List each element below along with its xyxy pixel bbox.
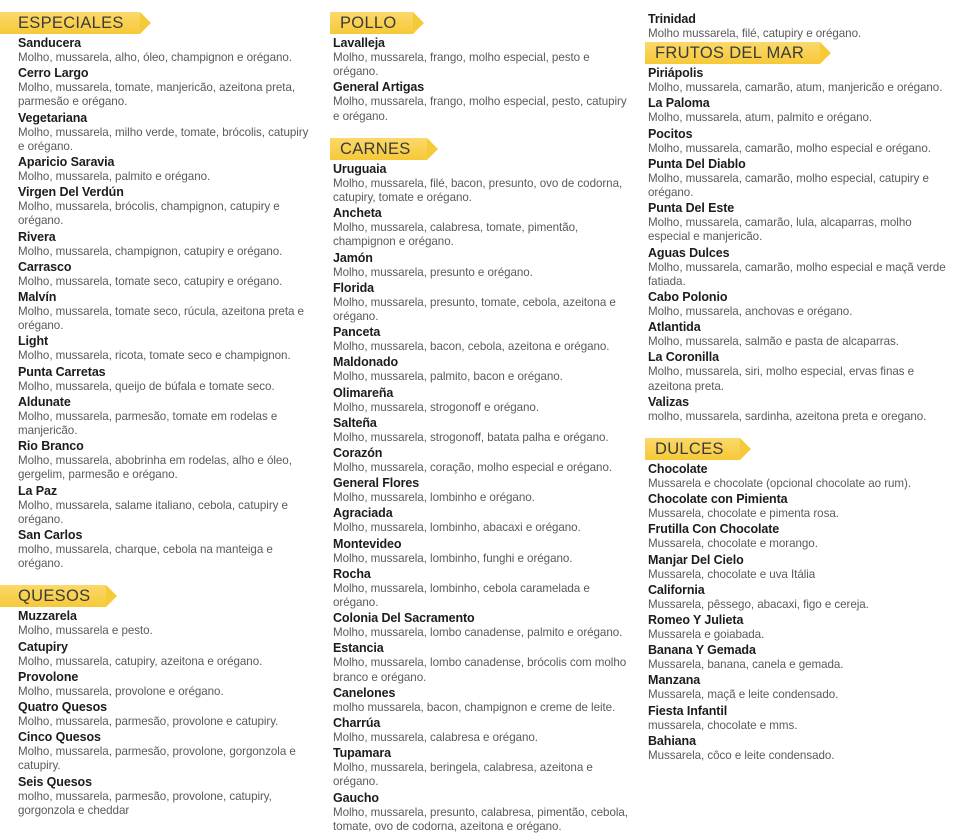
menu-item	[648, 350, 950, 393]
menu-item-description: Molho, mussarela, strogonoff, batata palha e orégano.	[333, 430, 609, 444]
menu-item-name: Vegetariana	[18, 110, 88, 125]
menu-item	[648, 643, 950, 672]
menu-item-description: Molho, mussarela, lombinho, cebola caramelada e orégano.	[333, 581, 590, 610]
menu-item-name: Light	[18, 334, 49, 349]
menu-item-name: Maldonado	[333, 355, 399, 370]
menu-item-name: Quatro Quesos	[18, 700, 107, 715]
menu-item-description: Molho, mussarela, lombinho, funghi e orégano.	[333, 551, 573, 565]
menu-item	[18, 640, 317, 669]
menu-item	[333, 506, 630, 535]
menu-item-name: Gaucho	[333, 790, 379, 805]
menu-item-description: Molho, mussarela, anchovas e orégano.	[648, 305, 853, 319]
menu-item	[648, 96, 950, 125]
menu-item-name: Fiesta Infantil	[648, 703, 728, 718]
menu-item-description: molho, mussarela, charque, cebola na manteiga e orégano.	[18, 543, 273, 571]
menu-item-description: Molho, mussarela, abobrinha em rodelas, alho e óleo, gergelim, parmesão e orégano.	[18, 454, 292, 482]
menu-item-description: Molho, mussarela, parmesão, provolone, gorgonzola e catupiry.	[18, 745, 296, 773]
menu-item-description: Molho, mussarela, parmesão, provolone e catupiry.	[18, 715, 279, 729]
menu-item	[648, 583, 950, 612]
menu-item-name: Carrasco	[18, 259, 72, 274]
section-header	[325, 12, 640, 34]
menu-item-description: Molho, mussarela, bacon, cebola, azeitona e orégano.	[333, 340, 610, 354]
menu-item-name: San Carlos	[18, 528, 83, 543]
menu-item	[333, 386, 630, 415]
menu-item-name: General Flores	[333, 476, 420, 491]
menu-item-description: Molho, mussarela, atum, palmito e orégano.	[648, 111, 873, 125]
menu-item	[648, 395, 950, 424]
menu-item	[333, 325, 630, 354]
menu-item	[648, 522, 950, 551]
menu-item-description: Molho, mussarela, strogonoff e orégano.	[333, 400, 540, 414]
menu-item-description: Molho, mussarela, presunto e orégano.	[333, 265, 533, 279]
menu-item	[648, 290, 950, 319]
menu-item-name: California	[648, 582, 705, 597]
continued-items	[640, 12, 960, 41]
menu-item	[18, 185, 317, 228]
menu-item-name: General Artigas	[333, 80, 425, 95]
menu-item	[333, 611, 630, 640]
menu-item-name: Chocolate	[648, 462, 708, 477]
menu-item-description: Molho, mussarela, salame italiano, cebola, catupiry e orégano.	[18, 498, 288, 526]
menu-item-description: Molho, mussarela, camarão, molho especial e orégano.	[648, 141, 931, 155]
menu-item	[648, 157, 950, 200]
menu-item-name: Catupiry	[18, 639, 68, 654]
menu-item-name: Colonia Del Sacramento	[333, 611, 475, 626]
menu-item-name: Manzana	[648, 673, 701, 688]
menu-item-name: Punta Del Este	[648, 201, 735, 216]
menu-item-name: Punta Carretas	[18, 364, 106, 379]
section-title-ribbon: QUESOS	[0, 585, 106, 607]
menu-item-name: La Paloma	[648, 96, 710, 111]
menu-item	[648, 704, 950, 733]
menu-item	[648, 246, 950, 289]
menu-item	[18, 528, 317, 571]
menu-item	[648, 12, 950, 41]
section-items	[0, 609, 325, 818]
menu-section	[640, 438, 960, 763]
menu-item	[333, 476, 630, 505]
menu-item-name: Uruguaia	[333, 161, 387, 176]
menu-item	[18, 730, 317, 773]
menu-item-name: Piriápolis	[648, 66, 704, 81]
menu-item	[18, 36, 317, 65]
menu-item-description: Molho, mussarela, camarão, atum, manjericão e orégano.	[648, 81, 943, 95]
menu-item-description: molho, mussarela, sardinha, azeitona preta e oregano.	[648, 409, 927, 423]
menu-item-name: Ancheta	[333, 206, 382, 221]
menu-item-name: Virgen Del Verdún	[18, 185, 124, 200]
column-2	[325, 12, 640, 833]
menu-item-description: Molho, mussarela, tomate, manjericão, azeitona preta, parmesão e orégano.	[18, 81, 296, 109]
menu-item-name: Montevideo	[333, 536, 402, 551]
menu-item	[333, 251, 630, 280]
menu-item	[18, 334, 317, 363]
menu-item	[18, 484, 317, 527]
menu-item	[18, 365, 317, 394]
section-title-ribbon: CARNES	[330, 138, 427, 160]
section-items	[0, 36, 325, 571]
menu-item-name: Florida	[333, 280, 374, 295]
menu-item-description: Molho, mussarela, beringela, calabresa, azeitona e orégano.	[333, 761, 593, 789]
menu-item-description: Mussarela, banana, canela e gemada.	[648, 658, 844, 672]
menu-item	[18, 111, 317, 154]
menu-item-description: Molho, mussarela, calabresa, tomate, pimentão, champignon e orégano.	[333, 221, 579, 249]
menu-item	[648, 320, 950, 349]
menu-item-description: Molho, mussarela, calabresa e orégano.	[333, 731, 538, 745]
menu-item-name: Rio Branco	[18, 439, 84, 454]
menu-item-description: Molho, mussarela, filé, bacon, presunto, ovo de codorna, catupiry, tomate e orégano.	[333, 176, 623, 205]
menu-item	[333, 686, 630, 715]
menu-item	[648, 127, 950, 156]
menu-item-description: Mussarela, maçã e leite condensado.	[648, 688, 839, 702]
menu-item	[333, 36, 630, 79]
menu-item-description: molho, mussarela, parmesão, provolone, catupiry, gorgonzola e cheddar	[18, 789, 272, 817]
menu-item-name: Cinco Quesos	[18, 730, 101, 745]
menu-item-name: Aldunate	[18, 394, 71, 409]
menu-item-name: Bahiana	[648, 733, 696, 748]
menu-item	[18, 230, 317, 259]
menu-item-description: Mussarela, chocolate e pimenta rosa.	[648, 507, 839, 521]
menu-item-description: Molho, mussarela, lombinho, abacaxi e orégano.	[333, 521, 581, 535]
menu-item-name: Frutilla Con Chocolate	[648, 522, 780, 537]
section-items	[640, 462, 960, 763]
menu-item	[18, 260, 317, 289]
menu-item	[648, 613, 950, 642]
menu-item-name: Provolone	[18, 669, 79, 684]
menu-item-name: Pocitos	[648, 126, 693, 141]
menu-item-description: Molho, mussarela, camarão, molho especial e maçã verde fatiada.	[648, 260, 946, 288]
menu-item-description: Mussarela e chocolate (opcional chocolate ao rum).	[648, 477, 912, 491]
menu-item-description: Molho, mussarela, ricota, tomate seco e champignon.	[18, 349, 291, 363]
menu-item	[18, 66, 317, 109]
menu-item	[333, 355, 630, 384]
menu-item-name: Manjar Del Cielo	[648, 552, 744, 567]
menu-item-name: Olimareña	[333, 385, 394, 400]
menu-item	[648, 201, 950, 244]
menu-item-description: Molho, mussarela, queijo de búfala e tomate seco.	[18, 379, 275, 393]
menu-item-name: Rivera	[18, 229, 56, 244]
menu-item-name: Punta Del Diablo	[648, 156, 746, 171]
menu-item-description: Mussarela, chocolate e morango.	[648, 537, 818, 551]
menu-item	[18, 775, 317, 818]
menu-item	[333, 80, 630, 123]
menu-item-name: Malvín	[18, 290, 57, 305]
menu-item	[333, 567, 630, 610]
menu-item-description: Molho, mussarela, tomate seco, catupiry e orégano.	[18, 274, 283, 288]
menu-item-name: Cerro Largo	[18, 66, 89, 81]
menu-item	[18, 439, 317, 482]
menu-item-name: Canelones	[333, 685, 396, 700]
menu-item-description: Mussarela, côco e leite condensado.	[648, 748, 835, 762]
section-title-ribbon: ESPECIALES	[0, 12, 140, 34]
menu-item-description: Mussarela, pêssego, abacaxi, figo e cereja.	[648, 597, 869, 611]
section-title-ribbon: FRUTOS DEL MAR	[645, 42, 820, 64]
menu-item-description: Molho, mussarela, coração, molho especial e orégano.	[333, 461, 613, 475]
section-items	[325, 162, 640, 834]
menu-item-name: Corazón	[333, 446, 383, 461]
menu-item-name: Agraciada	[333, 506, 393, 521]
section-header	[0, 585, 325, 607]
menu-item-name: Rocha	[333, 566, 371, 581]
menu-item-description: Molho, mussarela, milho verde, tomate, brócolis, catupiry e orégano.	[18, 125, 309, 153]
menu-item-description: molho mussarela, bacon, champignon e creme de leite.	[333, 700, 616, 714]
menu-item	[18, 670, 317, 699]
column-1	[0, 12, 325, 817]
menu-item-name: Tupamara	[333, 746, 392, 761]
menu-item-name: Seis Quesos	[18, 774, 92, 789]
menu-item	[18, 290, 317, 333]
menu-item-description: Mussarela, chocolate e uva Itália	[648, 567, 816, 581]
menu-item-name: La Coronilla	[648, 350, 720, 365]
menu-item-name: Trinidad	[648, 12, 696, 26]
menu-item	[333, 791, 630, 834]
menu-item-description: Molho, mussarela, brócolis, champignon, catupiry e orégano.	[18, 200, 280, 228]
menu-item-description: Molho, mussarela, frango, molho especial, pesto, catupiry e orégano.	[333, 95, 627, 123]
menu-item	[18, 609, 317, 638]
menu-item-name: Charrúa	[333, 716, 381, 731]
menu-section	[0, 12, 325, 571]
menu-item	[333, 416, 630, 445]
menu-item-name: Jamón	[333, 250, 373, 265]
menu-item-description: Molho, mussarela e pesto.	[18, 624, 153, 638]
menu-item	[648, 66, 950, 95]
menu-item	[333, 746, 630, 789]
menu-item	[648, 553, 950, 582]
menu-item-description: Molho, mussarela, parmesão, tomate em rodelas e manjericão.	[18, 409, 278, 438]
menu-item-name: Lavalleja	[333, 36, 385, 50]
section-header	[640, 438, 960, 460]
menu-item-description: Molho, mussarela, palmito, bacon e orégano.	[333, 370, 563, 384]
menu-item	[333, 281, 630, 324]
menu-item-name: La Paz	[18, 483, 57, 498]
menu-item-description: Molho, mussarela, salmão e pasta de alcaparras.	[648, 335, 899, 349]
menu-item-name: Estancia	[333, 641, 384, 656]
section-header	[325, 138, 640, 160]
menu-item-description: mussarela, chocolate e mms.	[648, 718, 798, 732]
menu-item	[648, 462, 950, 491]
section-items	[325, 36, 640, 124]
menu-item-name: Atlantida	[648, 320, 701, 335]
menu-item	[648, 734, 950, 763]
menu-item-description: Molho, mussarela, tomate seco, rúcula, azeitona preta e orégano.	[18, 305, 304, 333]
menu-item-description: Molho, mussarela, frango, molho especial, pesto e orégano.	[333, 51, 590, 79]
menu-item-name: Romeo Y Julieta	[648, 613, 744, 628]
menu-item	[333, 206, 630, 249]
menu-item-name: Banana Y Gemada	[648, 643, 756, 658]
menu-item-name: Cabo Polonio	[648, 290, 728, 305]
menu-section	[325, 138, 640, 834]
menu-item	[18, 155, 317, 184]
menu-item	[333, 537, 630, 566]
menu-item-description: Molho, mussarela, palmito e orégano.	[18, 170, 211, 184]
menu-item-name: Valizas	[648, 394, 689, 409]
menu-item	[648, 673, 950, 702]
menu-item-name: Sanducera	[18, 36, 82, 50]
menu-item-description: Molho, mussarela, camarão, molho especial, catupiry e orégano.	[648, 171, 929, 200]
section-header	[0, 12, 325, 34]
column-3	[640, 12, 960, 762]
menu-item-name: Panceta	[333, 325, 381, 340]
menu-item	[648, 492, 950, 521]
menu-item-description: Molho mussarela, filé, catupiry e orégano.	[648, 27, 862, 40]
menu-item-description: Molho, mussarela, camarão, lula, alcaparras, molho especial e manjericão.	[648, 216, 912, 244]
menu-item-description: Molho, mussarela, catupiry, azeitona e orégano.	[18, 654, 263, 668]
menu-item-description: Molho, mussarela, lombinho e orégano.	[333, 491, 535, 505]
menu-item-description: Molho, mussarela, presunto, tomate, cebola, azeitona e orégano.	[333, 295, 616, 324]
menu-item-description: Molho, mussarela, presunto, calabresa, pimentão, cebola, tomate, ovo de codorna, azeitona e orégano.	[333, 805, 628, 833]
menu-item-description: Molho, mussarela, alho, óleo, champignon e orégano.	[18, 51, 292, 64]
menu-item	[333, 446, 630, 475]
menu-item-name: Chocolate con Pimienta	[648, 492, 788, 507]
menu-item	[333, 641, 630, 684]
menu-section	[325, 12, 640, 124]
menu-section	[640, 42, 960, 424]
menu-item-description: Molho, mussarela, lombo canadense, palmito e orégano.	[333, 626, 623, 640]
menu-item-description: Molho, mussarela, siri, molho especial, ervas finas e azeitona preta.	[648, 365, 915, 393]
section-title-ribbon: DULCES	[645, 438, 740, 460]
menu-item-name: Aguas Dulces	[648, 245, 730, 260]
menu-item-name: Aparicio Saravia	[18, 155, 115, 170]
menu-item	[333, 716, 630, 745]
section-header	[640, 42, 960, 64]
menu-item	[18, 700, 317, 729]
section-title-ribbon: POLLO	[330, 12, 413, 34]
menu-section	[0, 585, 325, 818]
menu-item-description: Molho, mussarela, champignon, catupiry e orégano.	[18, 244, 283, 258]
menu-item-description: Mussarela e goiabada.	[648, 628, 765, 642]
menu-item-description: Molho, mussarela, provolone e orégano.	[18, 684, 224, 698]
menu-item	[18, 395, 317, 438]
menu-item-description: Molho, mussarela, lombo canadense, brócolis com molho branco e orégano.	[333, 656, 627, 684]
menu-item	[333, 162, 630, 205]
section-items	[640, 66, 960, 424]
menu-item-name: Salteña	[333, 415, 377, 430]
menu-item-name: Muzzarela	[18, 609, 77, 624]
